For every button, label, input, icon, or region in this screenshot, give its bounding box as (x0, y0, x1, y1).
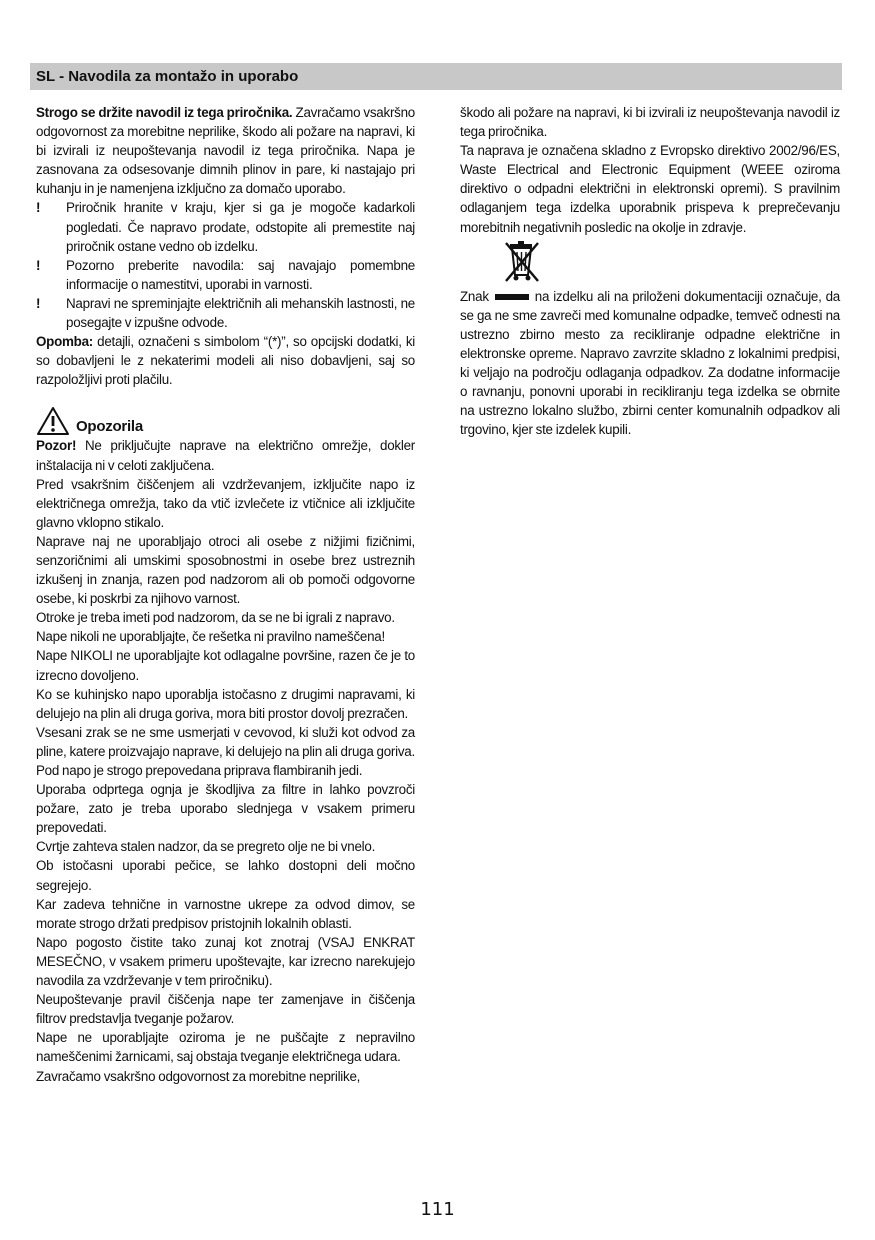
symbol-paragraph (460, 287, 840, 440)
warning-paragraph: Naprave naj ne uporabljajo otroci ali osebe z nižjimi fizičnimi, senzoričnimi ali umskimi sposobnostmi in osebe brez ustreznih izkušenj in znanja, razen pod nadzorom ali ob pomoči odgovorne osebe, ki poskrbi za njihovo varnost. (36, 533, 415, 607)
right-column (460, 103, 840, 439)
warning-label: Pozor! (36, 438, 77, 454)
black-bar-icon (495, 294, 529, 300)
warnings-heading (36, 406, 415, 436)
list-item (36, 294, 415, 332)
warning-paragraph: Neupoštevanje pravil čiščenja nape ter zamenjave in čiščenja filtrov predstavlja tveganje požarov. (36, 992, 415, 1027)
warning-paragraph: Ko se kuhinjsko napo uporablja istočasno z drugimi napravami, ki delujejo na plin ali druga goriva, mora biti prostor dovolj prezračen. (36, 686, 415, 721)
intro-paragraph (36, 103, 415, 198)
note-text: detajli, označeni s simbolom “(*)”, so opcijski dodatki, ki so dobavljeni le z nekaterimi modeli ali niso dobavljeni, saj so razpoložljivi proti plačilu. (36, 334, 415, 388)
warning-paragraph: Kar zadeva tehnične in varnostne ukrepe za odvod dimov, se morate strogo držati predpisov pristojnih lokalnih oblasti. (36, 896, 415, 931)
note-paragraph (36, 332, 415, 389)
warning-paragraph (36, 436, 415, 474)
warning-paragraph: Nape nikoli ne uporabljajte, če rešetka ni pravilno nameščena! (36, 629, 385, 645)
symbol-text: na izdelku ali na priloženi dokumentaciji označuje, da se ga ne sme zavreči med komunalne odpadke, temveč odnesti na ustrezno zbirno mesto za recikliranje odpadne električne in elektronske opreme. Napravo zavrzite skladno z lokalnimi predpisi, ki veljajo na področju odlaganja odpadkov. Za dodatne informacije o ravnanju, ponovni uporabi in recikliranju tega izdelka se obrnite na ustrezno lokalno službo, zbirni center komunalnih odpadkov ali trgovino, kjer ste izdelek kupili. (460, 288, 840, 438)
note-label: Opomba: (36, 334, 94, 350)
warning-paragraph: Cvrtje zahteva stalen nadzor, da se pregreto olje ne bi vnelo. (36, 839, 376, 855)
symbol-lead: Znak (460, 288, 489, 304)
section-title: SL - Navodila za montažo in uporabo (36, 68, 299, 85)
warning-paragraph: Pod napo je strogo prepovedana priprava flambiranih jedi. (36, 763, 363, 778)
list-item-text: Priročnik hranite v kraju, kjer si ga je mogoče kadarkoli pogledati. Če napravo prodate, odstopite ali premestite naj priročnik ostane vedno ob izdelku. (66, 200, 415, 254)
exclamation-mark: ! (36, 200, 41, 216)
exclamation-mark: ! (36, 257, 41, 273)
intro-bold: Strogo se držite navodil iz tega priročnika. (36, 105, 293, 120)
exclamation-mark: ! (36, 295, 41, 311)
list-item (36, 256, 415, 294)
warning-paragraph: Ob istočasni uporabi pečice, se lahko dostopni deli močno segrejejo. (36, 858, 415, 893)
warning-triangle-icon (36, 406, 70, 436)
left-column (36, 103, 415, 1086)
warning-paragraph: Nape NIKOLI ne uporabljajte kot odlagalne površine, razen če je to izrecno dovoljeno. (36, 648, 415, 683)
section-header (30, 63, 842, 90)
warning-paragraph: Pred vsakršnim čiščenjem ali vzdrževanjem, izključite napo iz električnega omrežja, tako da vtič izvlečete iz vtičnice ali izključite glavno vklopno stikalo. (36, 476, 415, 530)
warnings-title: Opozorila (76, 418, 143, 436)
weee-paragraph: Ta naprava je označena skladno z Evropsko direktivo 2002/96/ES, Waste Electrical and Electronic Equipment (WEEE oziroma direktivo o odpadni električni in elektronski opremi). S pravilnim odlaganjem tega izdelka uporabnik prispeva k preprečevanju morebitnih negativnih posledic na okolje in zdravje. (460, 143, 840, 235)
warning-paragraph: Zavračamo vsakršno odgovornost za morebitne neprilike, (36, 1068, 361, 1084)
page-number: 111 (420, 1199, 455, 1220)
list-item-text: Pozorno preberite navodila: saj navajajo pomembne informacije o namestitvi, uporabi in varnosti. (66, 257, 415, 292)
list-item (36, 198, 415, 255)
weee-symbol (460, 239, 840, 287)
warning-text: Ne priključujte naprave na električno omrežje, dokler inštalacija ni v celoti zaključena. (36, 438, 415, 473)
warning-paragraph: Uporaba odprtega ognja je škodljiva za filtre in lahko povzroči požare, zato je treba uporabo slednjega v vsakem primeru prepovedati. (36, 782, 415, 836)
warning-paragraph: Otroke je treba imeti pod nadzorom, da se ne bi igrali z napravo. (36, 610, 395, 626)
warning-paragraph: Napo pogosto čistite tako zunaj kot znotraj (VSAJ ENKRAT MESEČNO, v vsakem primeru upoštevajte, kar izrecno narekujejo navodila za vzdrževanje v tem priročniku). (36, 934, 415, 989)
warning-paragraph: Nape ne uporabljajte oziroma je ne puščajte z nepravilno nameščenimi žarnicami, saj obstaja tveganje električnega udara. (36, 1030, 415, 1065)
crossed-out-wheelie-bin-icon (502, 239, 542, 285)
warning-paragraph: Vsesani zrak se ne sme usmerjati v cevovod, ki služi kot odvod za pline, katere proizvajajo naprave, ki delujejo na plin ali druga goriva. (36, 724, 415, 759)
continuation-paragraph: škodo ali požare na napravi, ki bi izvirali iz neupoštevanja navodil iz tega priročnika. (460, 105, 840, 140)
list-item-text: Napravi ne spreminjajte električnih ali mehanskih lastnosti, ne posegajte v izpušne odvode. (66, 295, 415, 331)
intro-text: Zavračamo vsakršno odgovornost za morebitne neprilike, škodo ali požare na napravi, ki bi izvirali iz neupoštevanja navodil iz tega priročnika. Napa je zasnovana za odsesovanje dimnih plinov in pare, ki nastajajo pri kuhanju in je namenjena izključno za domačo uporabo. (36, 105, 415, 197)
